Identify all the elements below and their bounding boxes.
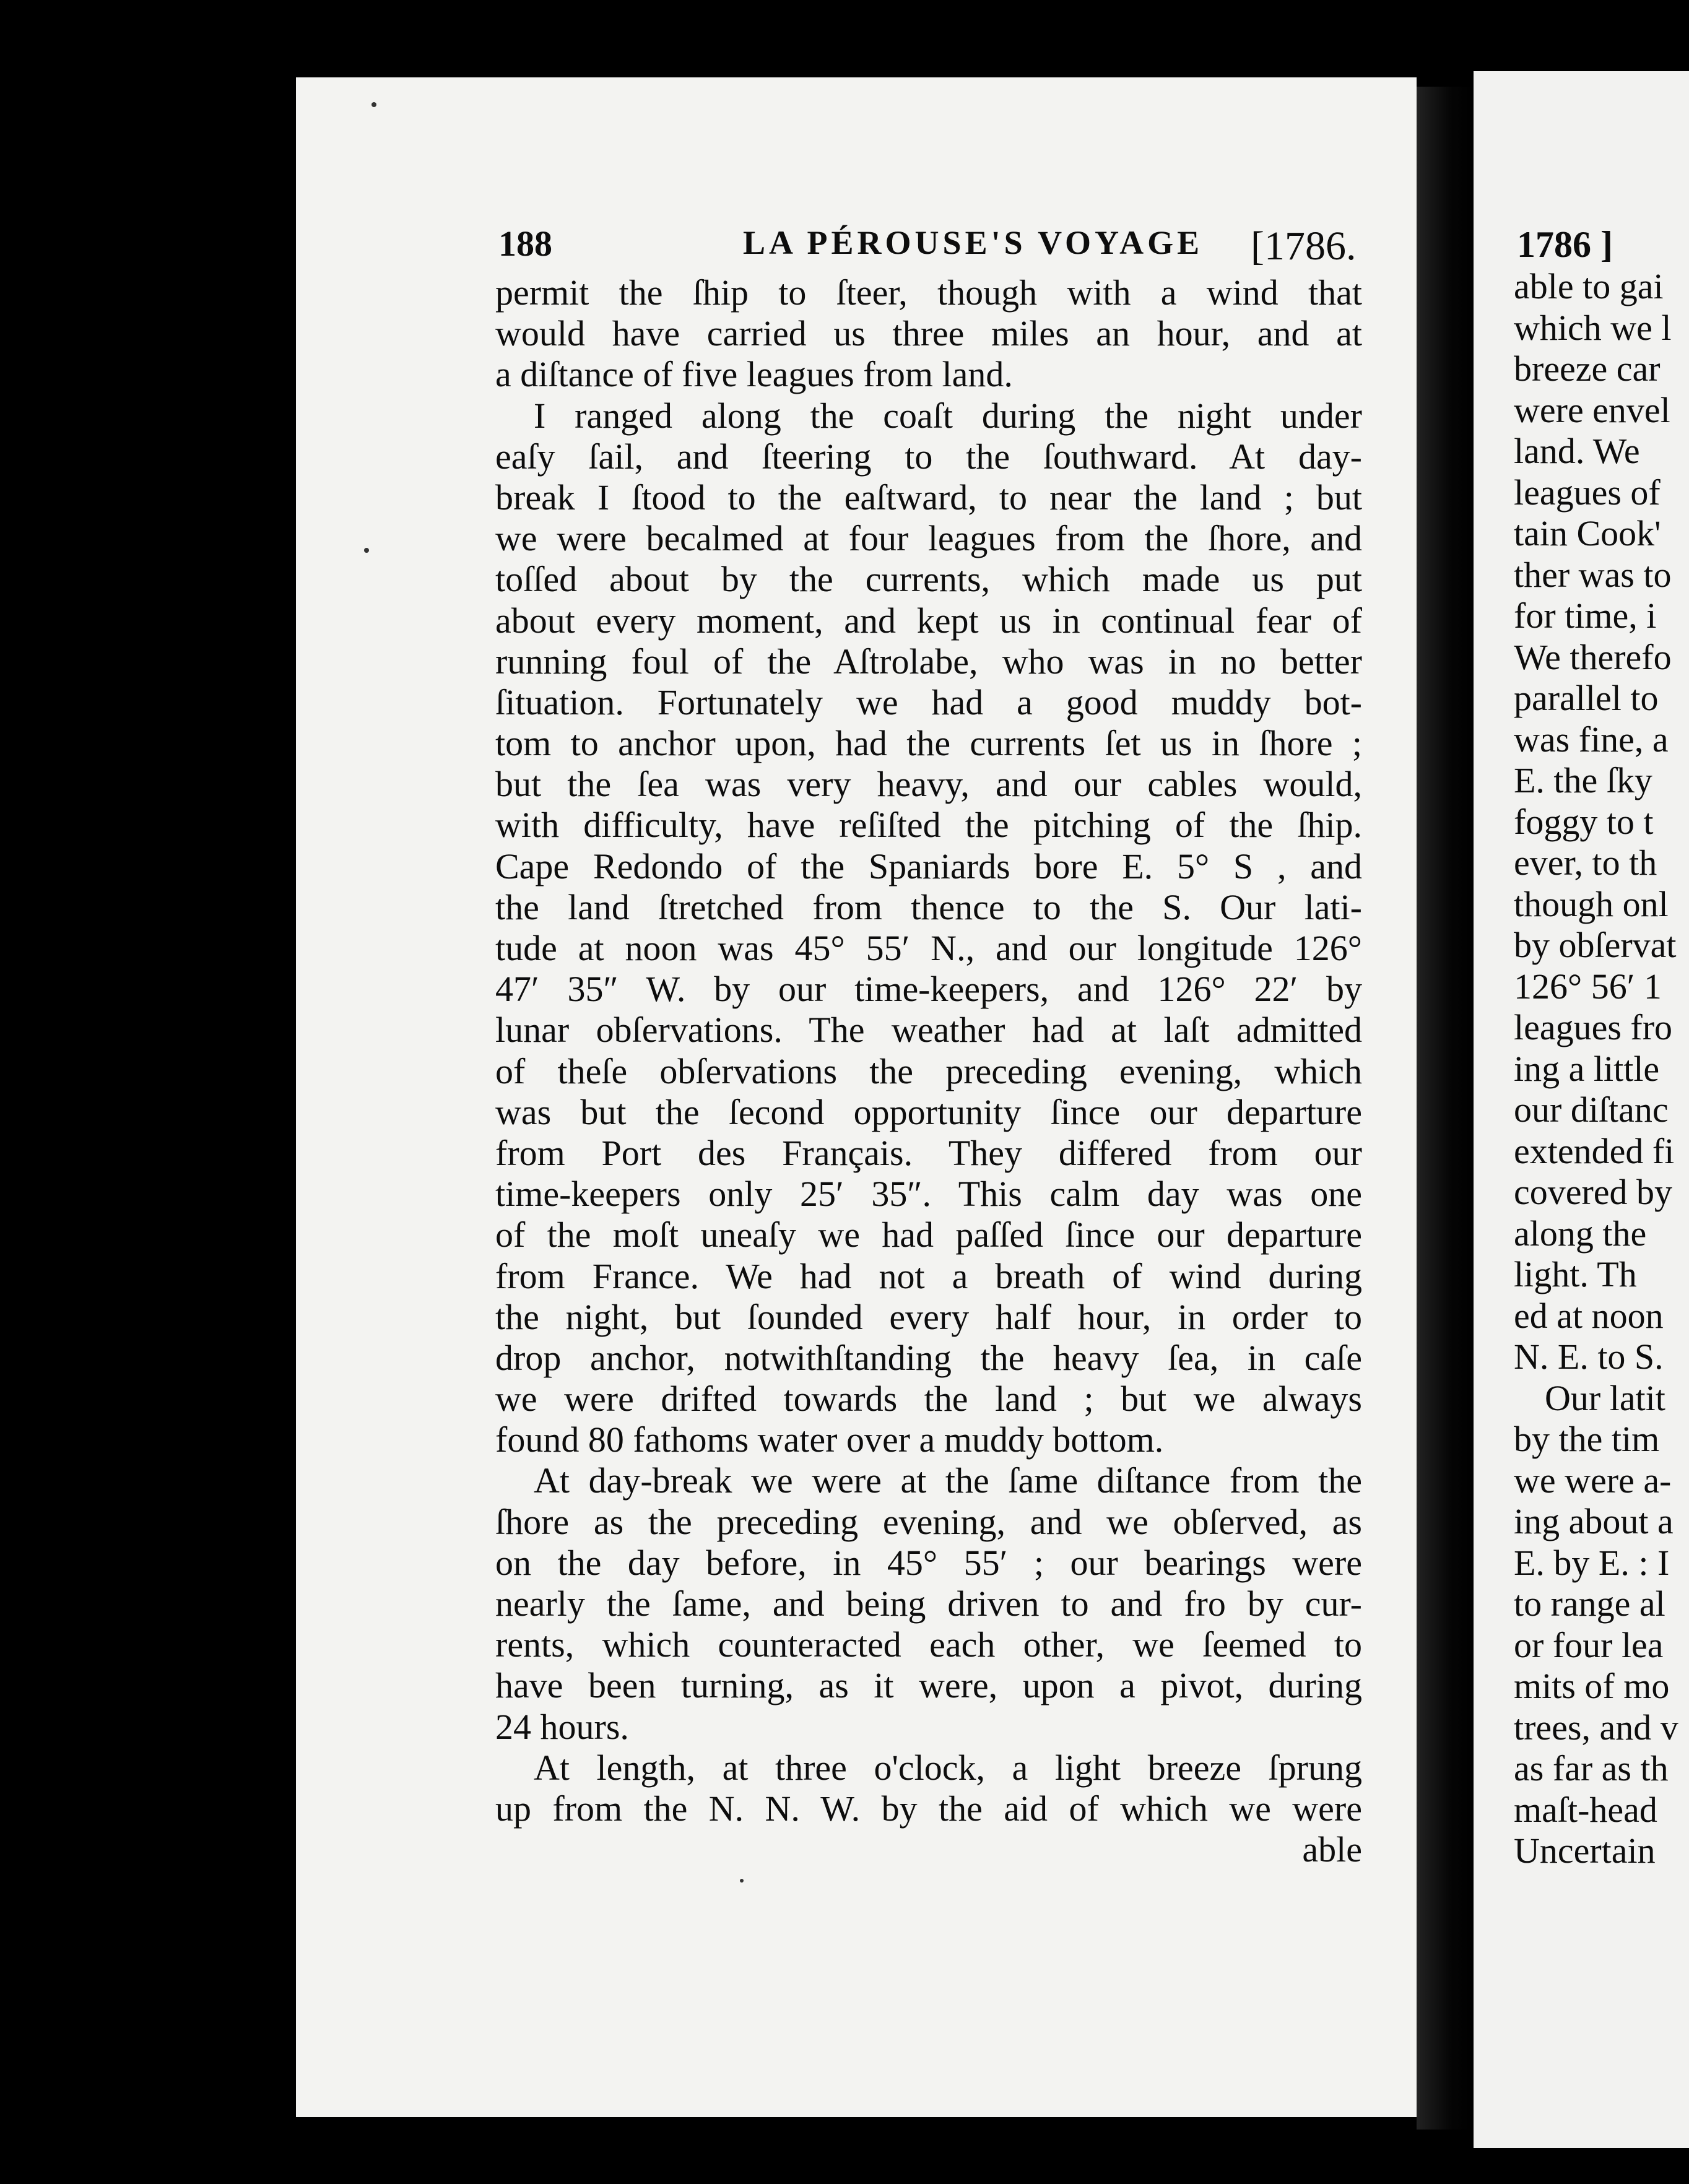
text-line: from Port des Français. They differed from our bbox=[495, 1132, 1362, 1173]
text-line: would have carried us three miles an hour, and at bbox=[495, 313, 1362, 354]
text-line: have been turning, as it were, upon a pivot, during bbox=[495, 1665, 1362, 1706]
text-line: with difficulty, have reſiſted the pitching of the ſhip. bbox=[495, 805, 1362, 846]
text-line: we were a- bbox=[1514, 1460, 1672, 1501]
text-line: drop anchor, notwithſtanding the heavy ſea, in caſe bbox=[495, 1337, 1362, 1378]
text-line: a diſtance of five leagues from land. bbox=[495, 354, 1013, 395]
text-line: we were drifted towards the land ; but we always bbox=[495, 1379, 1362, 1419]
text-line: At length, at three o'clock, a light breeze ſprung bbox=[534, 1747, 1362, 1788]
text-line: were envel bbox=[1514, 389, 1670, 430]
text-line: but the ſea was very heavy, and our cables would, bbox=[495, 764, 1362, 805]
text-line: At day-break we were at the ſame diſtance from the bbox=[534, 1460, 1362, 1501]
text-line: eaſy ſail, and ſteering to the ſouthward. At day- bbox=[495, 436, 1362, 477]
text-line: was fine, a bbox=[1514, 719, 1669, 760]
text-line: leagues fro bbox=[1514, 1007, 1673, 1047]
book-gutter bbox=[1417, 87, 1474, 2130]
text-line: ed at noon bbox=[1514, 1295, 1664, 1336]
text-line: for time, i bbox=[1514, 596, 1657, 636]
text-line: toſſed about by the currents, which made us put bbox=[495, 559, 1362, 600]
text-line: nearly the ſame, and being driven to and fro by cur- bbox=[495, 1584, 1362, 1624]
text-line: Cape Redondo of the Spaniards bore E. 5° S , and bbox=[495, 846, 1362, 886]
text-line: which we l bbox=[1514, 307, 1672, 348]
text-line: to range al bbox=[1514, 1584, 1665, 1624]
right-page-text bbox=[1514, 266, 1689, 1872]
paper-speck bbox=[364, 548, 369, 553]
text-line: mits of mo bbox=[1514, 1666, 1670, 1706]
text-line: tude at noon was 45° 55′ N., and our longitude 126° bbox=[495, 928, 1362, 968]
text-line: ſituation. Fortunately we had a good muddy bot- bbox=[495, 682, 1362, 722]
text-line: the night, but ſounded every half hour, in order to bbox=[495, 1296, 1362, 1337]
text-line: 24 hours. bbox=[495, 1706, 629, 1747]
text-line: along the bbox=[1514, 1213, 1647, 1254]
left-page-text bbox=[495, 272, 1362, 1870]
text-line: from France. We had not a breath of wind during bbox=[495, 1255, 1362, 1296]
catchword: able bbox=[1302, 1829, 1362, 1870]
text-line: trees, and v bbox=[1514, 1707, 1678, 1748]
text-line: of the moſt uneaſy we had paſſed ſince our departure bbox=[495, 1215, 1362, 1255]
paper-speck bbox=[371, 102, 376, 107]
text-line: 126° 56′ 1 bbox=[1514, 966, 1662, 1007]
text-line: rents, which counteracted each other, we ſeemed to bbox=[495, 1624, 1362, 1665]
page-number: 188 bbox=[498, 223, 552, 264]
text-line: though onl bbox=[1514, 883, 1669, 924]
right-page-running-head-year: 1786 ] bbox=[1517, 224, 1613, 265]
text-line: Uncertain bbox=[1514, 1831, 1656, 1871]
text-line: by obſervat bbox=[1514, 925, 1677, 965]
text-line: able to gai bbox=[1514, 266, 1664, 306]
text-line: light. Th bbox=[1514, 1254, 1637, 1294]
text-line: or four lea bbox=[1514, 1624, 1664, 1665]
text-line: ever, to th bbox=[1514, 843, 1657, 883]
text-line: E. the ſky bbox=[1514, 760, 1652, 800]
text-line: 47′ 35″ W. by our time-keepers, and 126° 22′ by bbox=[495, 969, 1362, 1010]
text-line: running foul of the Aſtrolabe, who was in no better bbox=[495, 641, 1362, 682]
text-line: we were becalmed at four leagues from the ſhore, and bbox=[495, 518, 1362, 559]
text-line: by the tim bbox=[1514, 1419, 1660, 1459]
text-line: lunar obſervations. The weather had at laſt admitted bbox=[495, 1010, 1362, 1051]
text-line: the land ſtretched from thence to the S. Our lati- bbox=[495, 886, 1362, 927]
text-line: We therefo bbox=[1514, 636, 1672, 677]
text-line: land. We bbox=[1514, 431, 1640, 471]
text-line: ſhore as the preceding evening, and we obſerved, as bbox=[495, 1501, 1362, 1542]
text-line: maſt-head bbox=[1514, 1789, 1657, 1830]
text-line: foggy to t bbox=[1514, 801, 1654, 842]
text-line: found 80 fathoms water over a muddy bottom. bbox=[495, 1419, 1164, 1460]
text-line: our diſtanc bbox=[1514, 1090, 1669, 1130]
text-line: tom to anchor upon, had the currents ſet us in ſhore ; bbox=[495, 723, 1362, 764]
text-line: on the day before, in 45° 55′ ; our bearings were bbox=[495, 1542, 1362, 1583]
text-line: up from the N. N. W. by the aid of which we were bbox=[495, 1788, 1362, 1829]
text-line: ing about a bbox=[1514, 1501, 1674, 1541]
text-line: covered by bbox=[1514, 1172, 1673, 1212]
text-line: N. E. to S. bbox=[1514, 1337, 1664, 1377]
text-line: as far as th bbox=[1514, 1748, 1669, 1788]
text-line: was but the ſecond opportunity ſince our departure bbox=[495, 1091, 1362, 1132]
text-line: ing a little bbox=[1514, 1048, 1660, 1089]
text-line: parallel to bbox=[1514, 678, 1659, 718]
text-line: about every moment, and kept us in continual fear of bbox=[495, 600, 1362, 641]
text-line: leagues of bbox=[1514, 472, 1661, 513]
text-line: breeze car bbox=[1514, 349, 1661, 389]
text-line: ther was to bbox=[1514, 554, 1672, 595]
text-line: I ranged along the coaſt during the night under bbox=[534, 395, 1362, 436]
text-line: time-keepers only 25′ 35″. This calm day was one bbox=[495, 1174, 1362, 1215]
paper-speck bbox=[740, 1879, 744, 1883]
text-line: of theſe obſervations the preceding evening, which bbox=[495, 1051, 1362, 1091]
text-line: E. by E. : I bbox=[1514, 1542, 1670, 1583]
text-line: break I ſtood to the eaſtward, to near the land ; but bbox=[495, 477, 1362, 518]
text-line: Our latit bbox=[1545, 1377, 1665, 1418]
running-title: LA PÉROUSE'S VOYAGE bbox=[743, 224, 1204, 261]
text-line: permit the ſhip to ſteer, though with a wind that bbox=[495, 272, 1362, 313]
text-line: extended fi bbox=[1514, 1130, 1675, 1171]
running-head-year: [1786. bbox=[1251, 223, 1357, 269]
text-line: tain Cook' bbox=[1514, 513, 1661, 553]
